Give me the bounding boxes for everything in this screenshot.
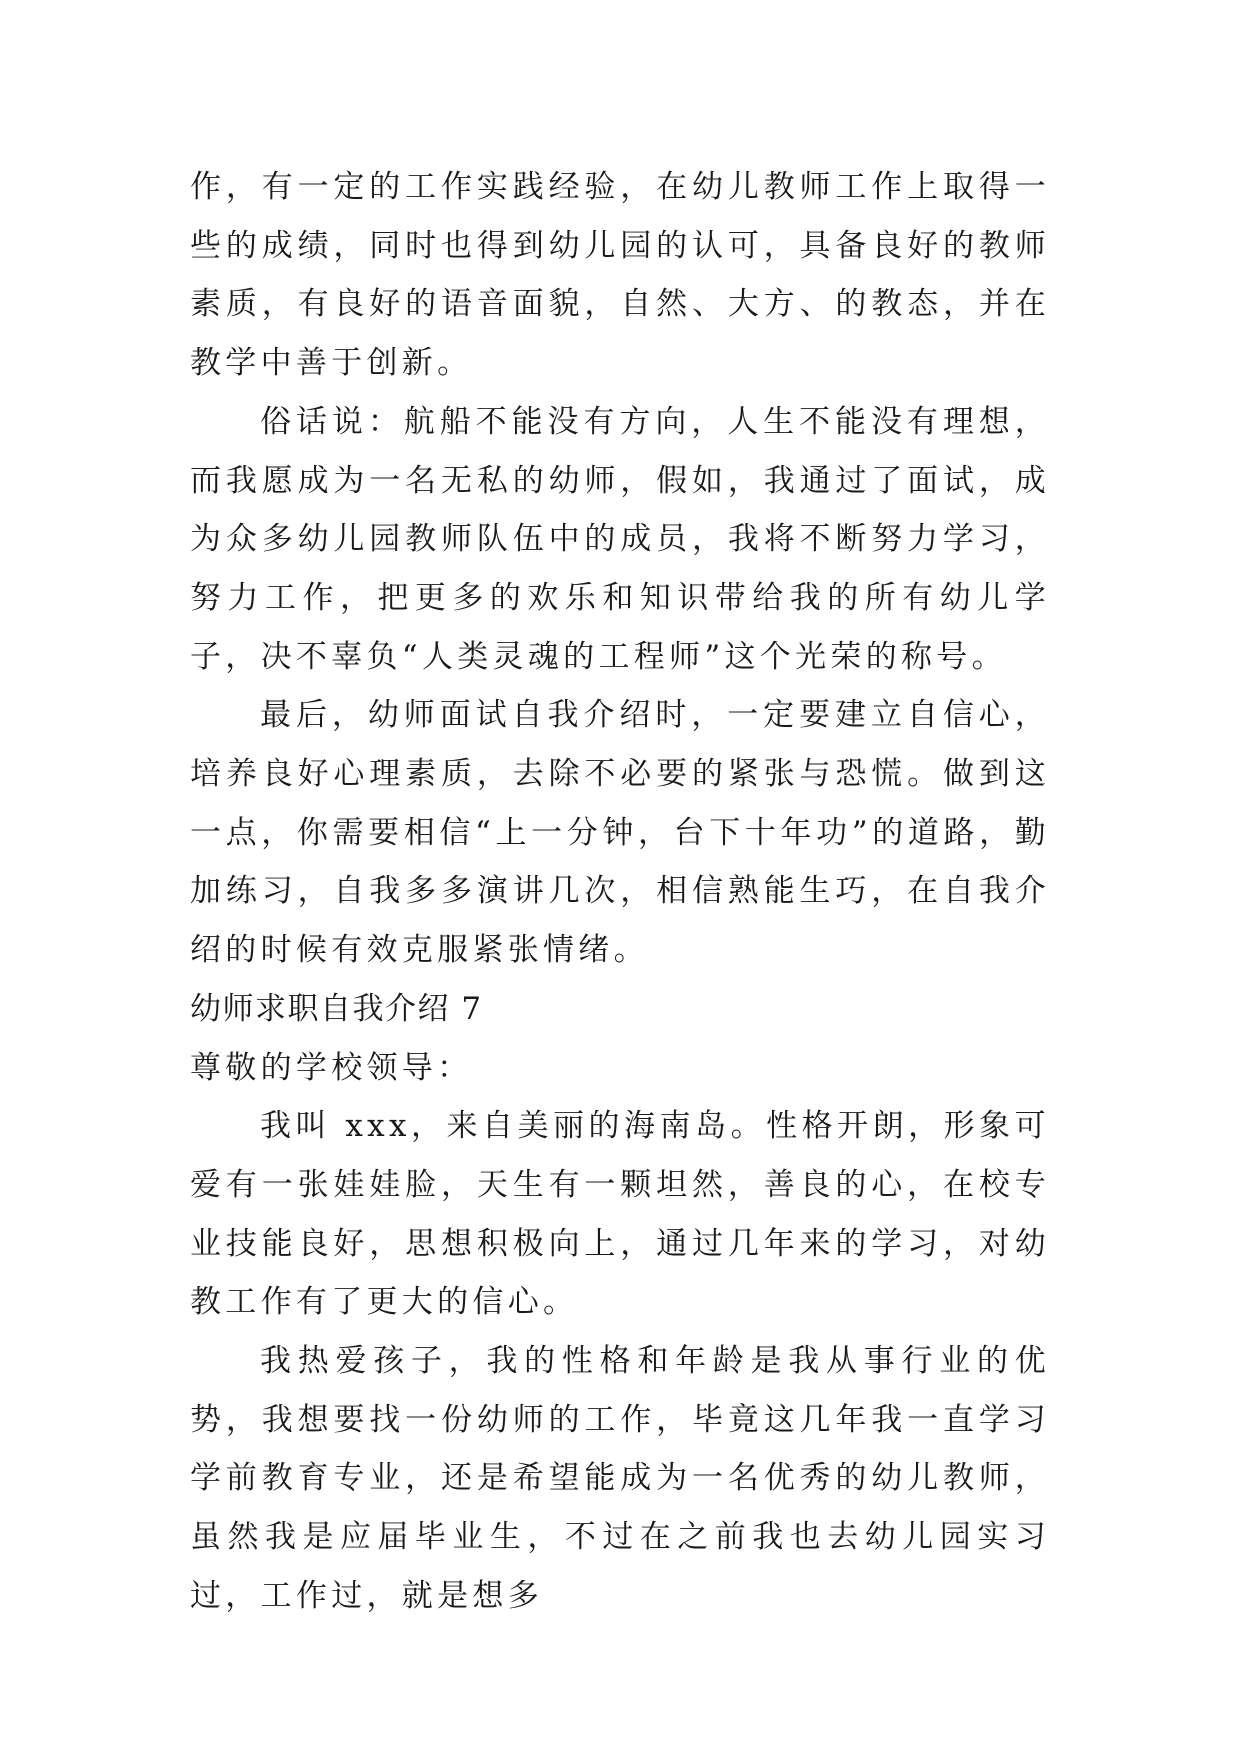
paragraph-conclusion: 最后，幼师面试自我介绍时，一定要建立自信心，培养良好心理素质，去除不必要的紧张与恐慌。做到这一点，你需要相信“上一分钟，台下十年功”的道路，勤加练习，自我多多演讲几次，相信熟能生巧，在自我介绍的时候有效克服紧张情绪。 (190, 697, 1050, 969)
section-title: 幼师求职自我介绍 7 (190, 990, 483, 1027)
paragraph-introduction: 我叫 xxx，来自美丽的海南岛。性格开朗，形象可爱有一张娃娃脸，天生有一颗坦然，善良的心，在校专业技能良好，思想积极向上，通过几年来的学习，对幼教工作有了更大的信心。 (190, 1108, 1050, 1321)
document-body (190, 158, 1050, 1626)
salutation: 尊敬的学校领导： (190, 1049, 473, 1086)
paragraph-continuation: 作，有一定的工作实践经验，在幼儿教师工作上取得一些的成绩，同时也得到幼儿园的认可，具备良好的教师素质，有良好的语音面貌，自然、大方、的教态，并在教学中善于创新。 (190, 169, 1050, 382)
paragraph-proverb: 俗话说：航船不能没有方向，人生不能没有理想，而我愿成为一名无私的幼师，假如，我通过了面试，成为众多幼儿园教师队伍中的成员，我将不断努力学习，努力工作，把更多的欢乐和知识带给我的所有幼儿学子，决不辜负“人类灵魂的工程师”这个光荣的称号。 (190, 403, 1050, 675)
paragraph-motivation: 我热爱孩子，我的性格和年龄是我从事行业的优势，我想要找一份幼师的工作，毕竟这几年我一直学习学前教育专业，还是希望能成为一名优秀的幼儿教师，虽然我是应届毕业生，不过在之前我也去幼儿园实习过，工作过，就是想多 (190, 1343, 1050, 1614)
